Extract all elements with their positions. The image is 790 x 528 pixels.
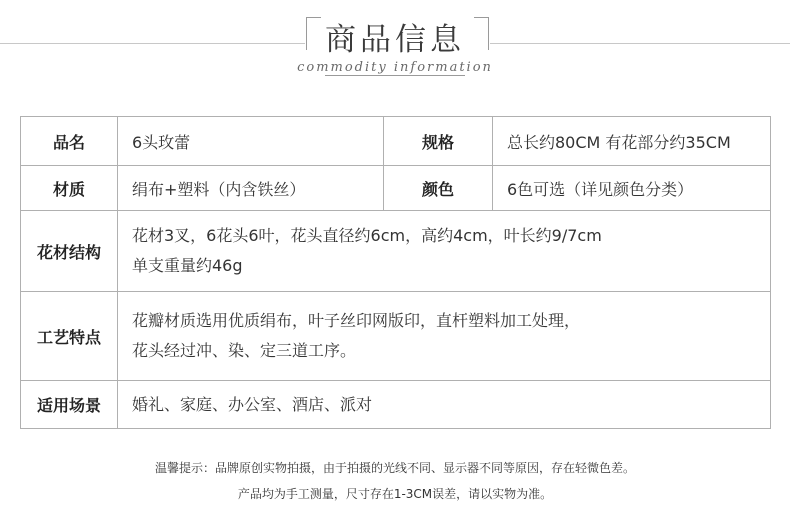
table-row [21, 292, 771, 381]
page-title: 商品信息 [325, 22, 465, 58]
notes [0, 455, 790, 507]
value-structure [118, 211, 771, 292]
label-spec: 规格 [384, 117, 493, 166]
table-row [21, 117, 771, 166]
page-subtitle: commodity information [297, 60, 493, 75]
value-name: 6头玫蕾 [118, 117, 384, 166]
structure-line-1: 花材3叉，6花头6叶，花头直径约6cm，高约4cm，叶长约9/7cm [132, 226, 602, 245]
craft-line-1: 花瓣材质选用优质绢布，叶子丝印网版印，直杆塑料加工处理， [132, 311, 581, 330]
label-scenes: 适用场景 [21, 381, 118, 429]
label-craft: 工艺特点 [21, 292, 118, 381]
value-scenes [118, 381, 771, 429]
table-row [21, 166, 771, 211]
subtitle-underline [325, 75, 465, 76]
section-header [0, 0, 790, 100]
craft-line-2: 花头经过冲、染、定三道工序。 [132, 341, 357, 360]
table-row [21, 211, 771, 292]
value-color: 6色可选（详见颜色分类） [493, 166, 771, 211]
table-row [21, 381, 771, 429]
note-line-1: 温馨提示：品牌原创实物拍摄，由于拍摄的光线不同、显示器不同等原因，存在轻微色差。 [154, 461, 635, 475]
product-info-table [20, 116, 771, 429]
label-structure: 花材结构 [21, 211, 118, 292]
scenes-line-1: 婚礼、家庭、办公室、酒店、派对 [132, 394, 373, 414]
label-material: 材质 [21, 166, 118, 211]
structure-line-2: 单支重量约46g [132, 256, 243, 275]
label-color: 颜色 [384, 166, 493, 211]
value-spec: 总长约80CM 有花部分约35CM [493, 117, 771, 166]
value-material: 绢布+塑料（内含铁丝） [118, 166, 384, 211]
label-name: 品名 [21, 117, 118, 166]
value-craft [118, 292, 771, 381]
note-line-2: 产品均为手工测量，尺寸存在1-3CM误差，请以实物为准。 [237, 487, 553, 501]
